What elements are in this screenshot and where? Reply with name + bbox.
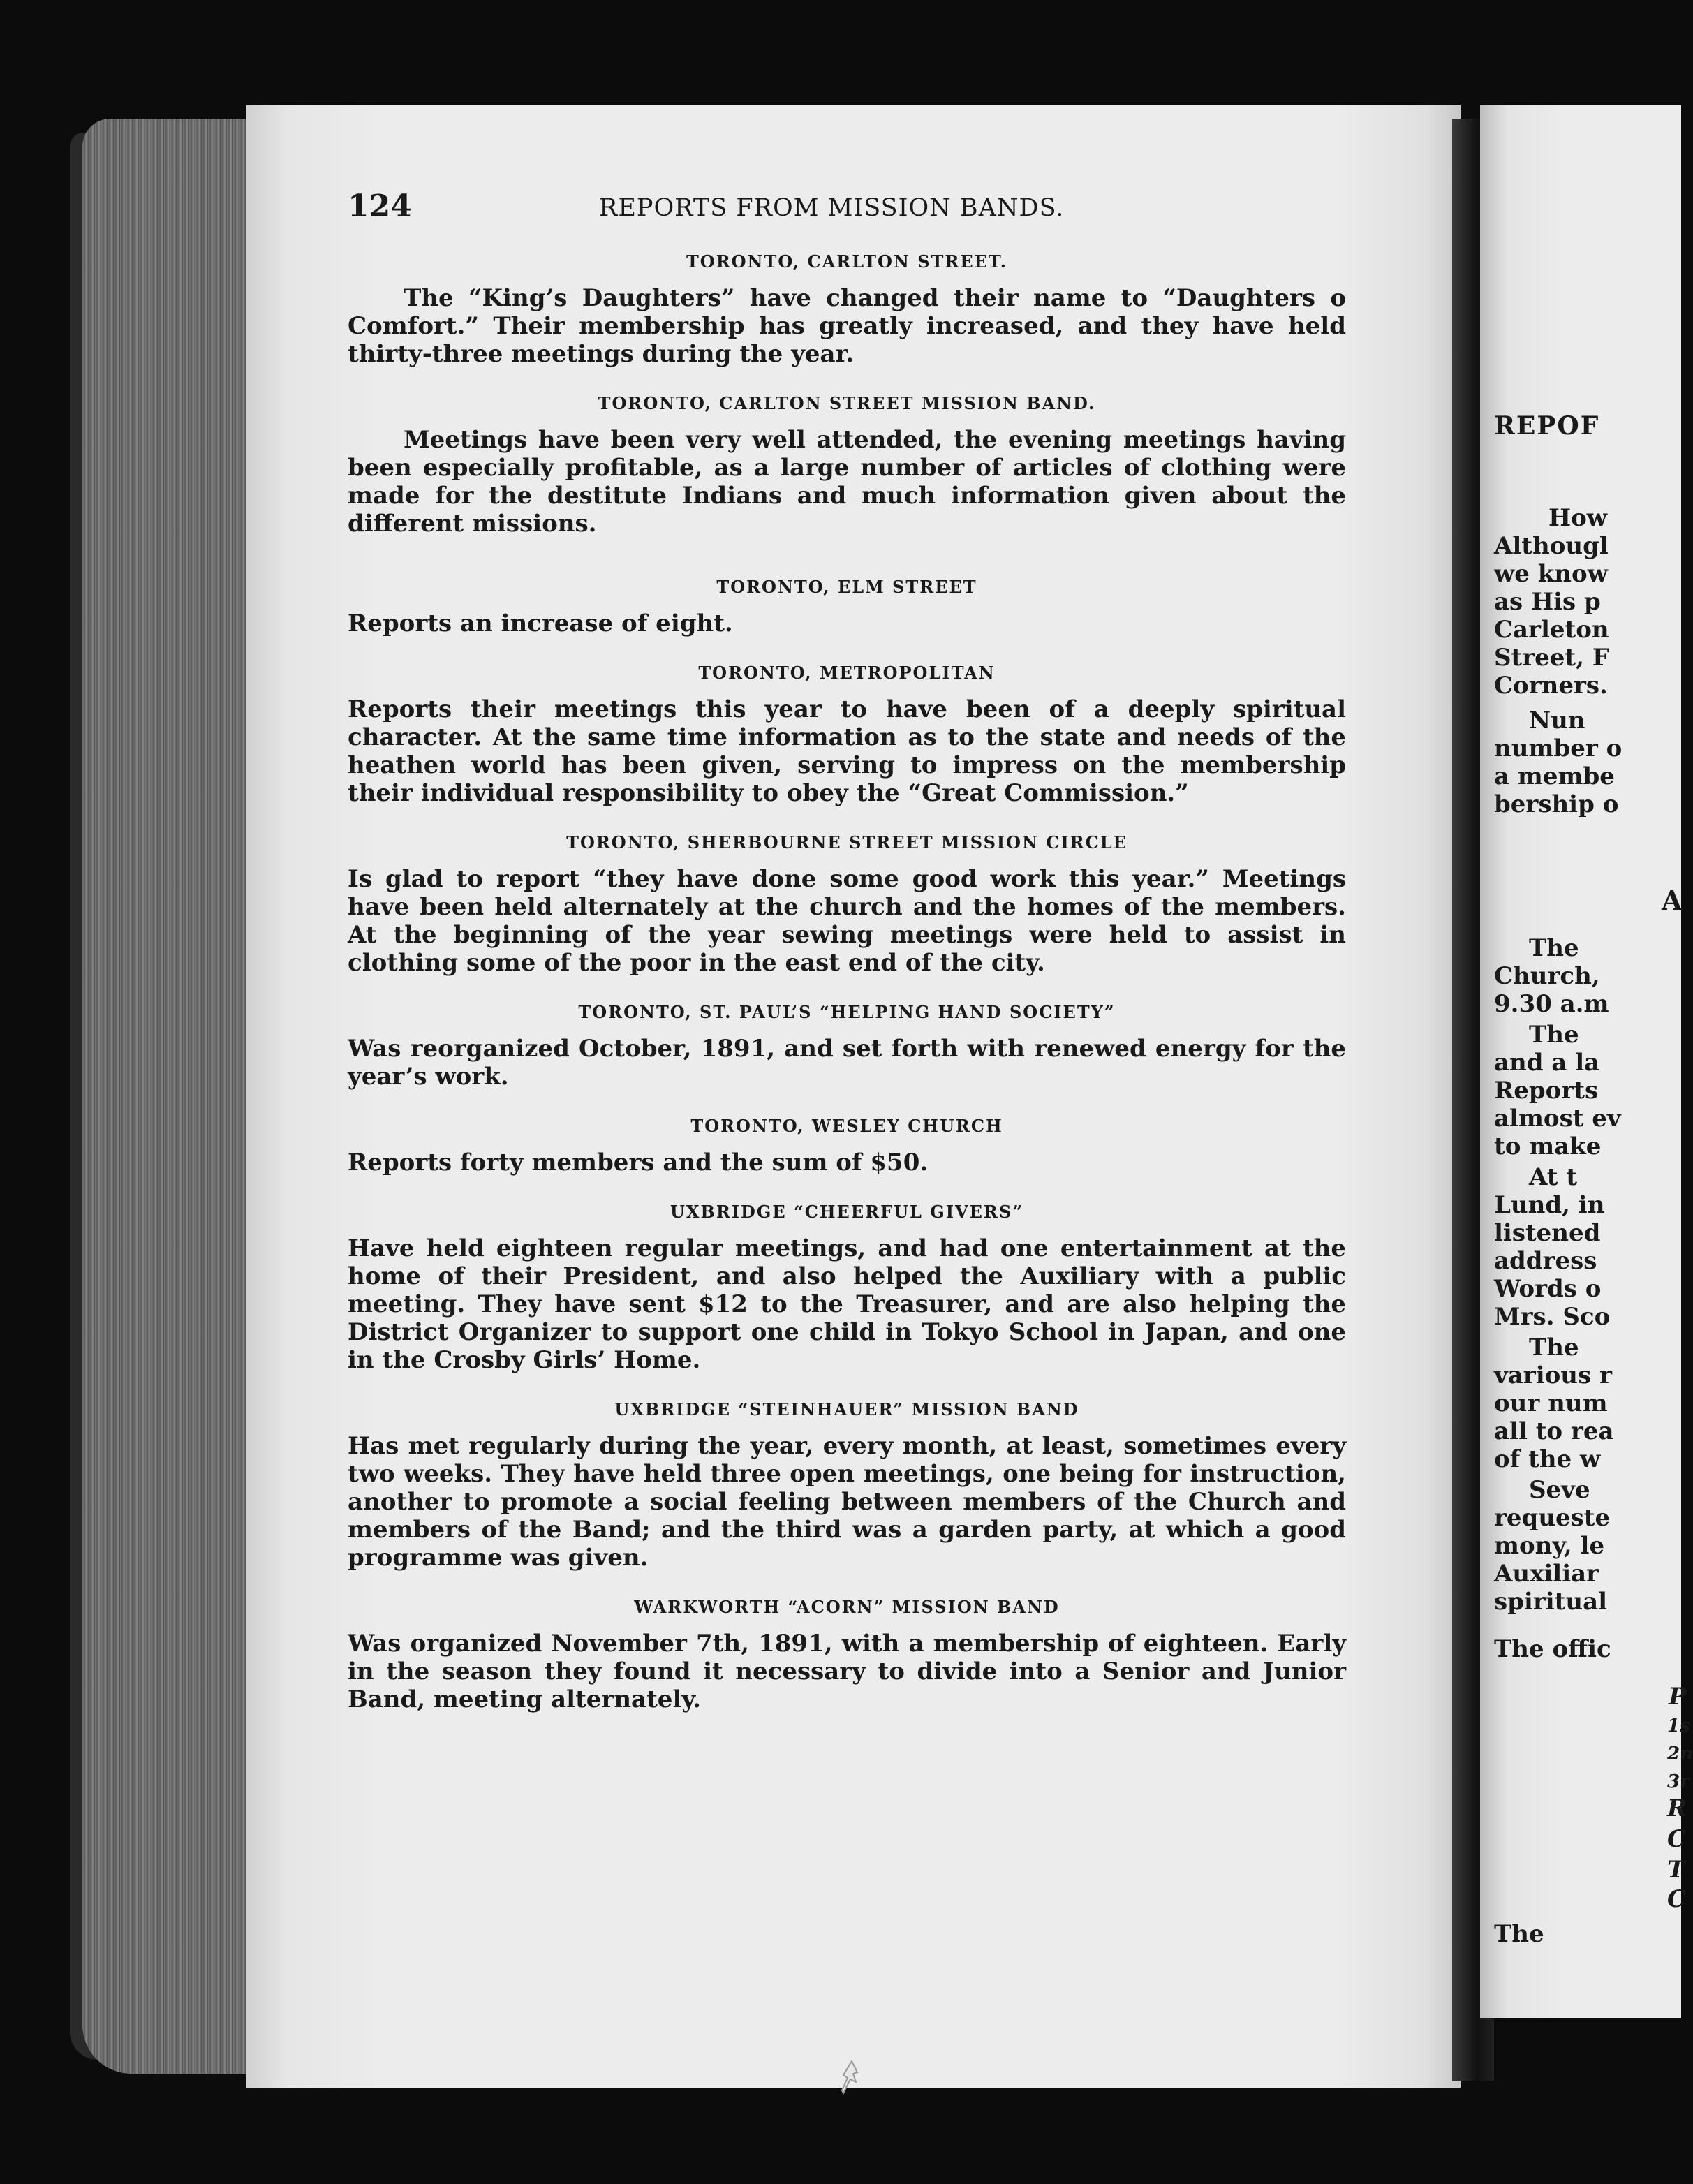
right-page-line: At t xyxy=(1529,1163,1578,1191)
right-page-line: of the w xyxy=(1494,1445,1601,1473)
right-page-line: Lund, in xyxy=(1494,1191,1605,1219)
right-page-line: The xyxy=(1529,1021,1579,1049)
section-heading: WARKWORTH “ACORN” MISSION BAND xyxy=(634,1597,1060,1617)
right-page-line: various r xyxy=(1494,1362,1612,1389)
section-warkworth-acorn xyxy=(348,1597,1346,1713)
right-page-line: Auxiliar xyxy=(1494,1560,1599,1588)
section-text: Is glad to report “they have done some good work this year.” Meetings have been held alternately at the church and the homes of the members. At the beginning of the year sewing meetings were held to assist in clothing some of the poor in the east end of the city. xyxy=(348,865,1346,977)
right-page-line: The xyxy=(1529,934,1579,962)
section-heading: TORONTO, METROPOLITAN xyxy=(698,663,996,683)
section-text: Reports an increase of eight. xyxy=(348,610,733,637)
section-heading: TORONTO, WESLEY CHURCH xyxy=(690,1116,1003,1136)
right-page-line: C xyxy=(1667,1825,1687,1853)
right-page-line: Corners. xyxy=(1494,672,1608,700)
right-page-line: 1s xyxy=(1667,1716,1690,1736)
right-page-line: R xyxy=(1667,1794,1687,1822)
section-heading: UXBRIDGE “STEINHAUER” MISSION BAND xyxy=(614,1399,1079,1419)
right-page-line: A xyxy=(1662,885,1683,916)
right-page-line: 9.30 a.m xyxy=(1494,990,1609,1018)
right-page-line: How xyxy=(1548,504,1608,532)
right-page-line: listened xyxy=(1494,1219,1601,1247)
section-heading: TORONTO, ELM STREET xyxy=(716,577,977,597)
right-page-line: Carleton xyxy=(1494,616,1609,644)
section-uxbridge-cheerful-givers xyxy=(348,1202,1346,1374)
right-page-line: a membe xyxy=(1494,762,1615,790)
section-text: Was reorganized October, 1891, and set forth with renewed energy for the year’s work. xyxy=(348,1035,1346,1091)
right-page-line: Nun xyxy=(1529,707,1585,735)
right-page-line: requeste xyxy=(1494,1504,1611,1532)
section-uxbridge-steinhauer xyxy=(348,1399,1346,1572)
right-page-line: Reports xyxy=(1494,1077,1599,1105)
section-elm-street xyxy=(348,577,1346,637)
section-sherbourne-street xyxy=(348,832,1346,977)
right-page-line: T xyxy=(1667,1856,1685,1884)
section-text: Meetings have been very well attended, the evening meetings having been especially profitable, as a large number of articles of clothing were made for the destitute Indians and much information given about the different missions. xyxy=(348,426,1346,538)
right-page-line: as His p xyxy=(1494,588,1601,616)
right-page-line: mony, le xyxy=(1494,1532,1605,1560)
section-metropolitan xyxy=(348,663,1346,807)
right-page-line: our num xyxy=(1494,1389,1608,1417)
right-page-line: The xyxy=(1494,1920,1544,1948)
section-text: The “King’s Daughters” have changed their name to “Daughters o Comfort.” Their membership has greatly increased, and they have held thirty-three meetings during the year. xyxy=(348,284,1346,368)
book-page-edges xyxy=(82,119,265,2074)
section-heading: TORONTO, SHERBOURNE STREET MISSION CIRCLE xyxy=(566,832,1128,853)
cursor-icon xyxy=(836,2058,864,2100)
right-page-line: to make xyxy=(1494,1132,1602,1160)
right-page-line: 3r xyxy=(1667,1771,1690,1792)
right-page-line: C xyxy=(1667,1885,1687,1913)
right-page-line: almost ev xyxy=(1494,1105,1621,1132)
right-page-line: The offic xyxy=(1494,1635,1611,1663)
section-heading: UXBRIDGE “CHEERFUL GIVERS” xyxy=(670,1202,1023,1222)
section-text: Have held eighteen regular meetings, and had one entertainment at the home of their President, and also helped the Auxiliary with a public meeting. They have sent $12 to the Treasurer, and are also helping the District Organizer to support one child in Tokyo School in Japan, and one in the Crosby Girls’ Home. xyxy=(348,1234,1346,1374)
section-text: Was organized November 7th, 1891, with a membership of eighteen. Early in the season they found it necessary to divide into a Senior and Junior Band, meeting alternately. xyxy=(348,1630,1346,1713)
right-page-line: bership o xyxy=(1494,790,1619,818)
section-text: Reports their meetings this year to have been of a deeply spiritual character. At the same time information as to the state and needs of the heathen world has been given, serving to impress on the membership their individual responsibility to obey the “Great Commission.” xyxy=(348,695,1346,807)
right-page-line: 2n xyxy=(1667,1743,1693,1764)
right-page-line: spiritual xyxy=(1494,1588,1608,1616)
right-page-line: and a la xyxy=(1494,1049,1600,1077)
section-text: Has met regularly during the year, every month, at least, sometimes every two weeks. They have held three open meetings, one being for instruction, another to promote a social feeling between members of the Church and members of the Band; and the third was a garden party, at which a good programme was given. xyxy=(348,1432,1346,1572)
right-page-line: Mrs. Sco xyxy=(1494,1303,1611,1331)
section-heading: TORONTO, CARLTON STREET. xyxy=(686,251,1008,272)
left-page-content xyxy=(348,179,1346,1739)
right-page-line: The xyxy=(1529,1334,1579,1362)
right-page-line: Althougl xyxy=(1494,532,1609,560)
right-page-line: number o xyxy=(1494,735,1622,762)
right-page-line: we know xyxy=(1494,560,1608,588)
right-page-heading: REPOF xyxy=(1494,411,1600,441)
running-head xyxy=(348,179,1346,235)
section-carlton-street-mission-band xyxy=(348,393,1346,538)
section-st-pauls xyxy=(348,1002,1346,1091)
right-page-line: Seve xyxy=(1529,1476,1590,1504)
right-page-line: address xyxy=(1494,1247,1597,1275)
right-page-line: Street, F xyxy=(1494,644,1609,672)
right-page-line: P xyxy=(1669,1683,1687,1711)
section-text: Reports forty members and the sum of $50. xyxy=(348,1149,929,1176)
running-head-title: REPORTS FROM MISSION BANDS. xyxy=(599,194,1065,222)
right-page-line: all to rea xyxy=(1494,1417,1614,1445)
right-page-line: Words o xyxy=(1494,1275,1602,1303)
section-wesley-church xyxy=(348,1116,1346,1176)
section-carlton-street xyxy=(348,251,1346,368)
section-heading: TORONTO, ST. PAUL’S “HELPING HAND SOCIETY” xyxy=(578,1002,1116,1022)
right-page-line: Church, xyxy=(1494,962,1600,990)
page-number: 124 xyxy=(348,189,412,224)
section-heading: TORONTO, CARLTON STREET MISSION BAND. xyxy=(598,393,1096,413)
